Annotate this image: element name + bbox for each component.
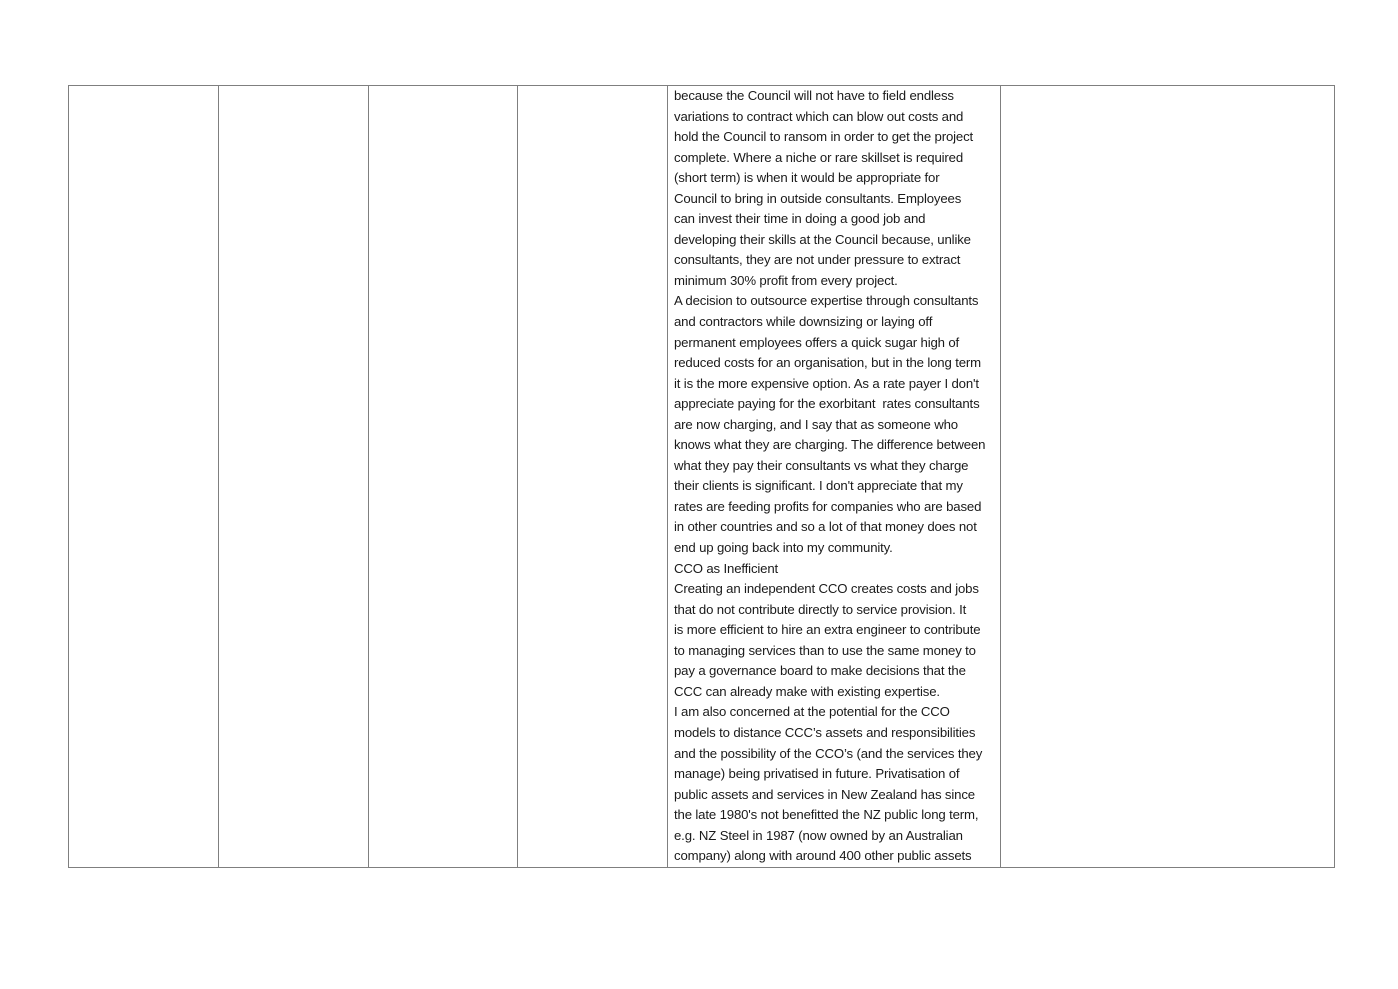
comment-line: Council to bring in outside consultants. Employees <box>674 190 962 206</box>
comment-line: their clients is significant. I don't appreciate that my <box>674 478 963 494</box>
comment-line: CCO as Inefficient <box>674 560 779 576</box>
table-row <box>69 86 1335 868</box>
comment-line: that do not contribute directly to service provision. It <box>674 601 967 617</box>
comment-line: the late 1980's not benefitted the NZ public long term, <box>674 807 979 823</box>
comment-line: CCC can already make with existing expertise. <box>674 683 940 699</box>
comment-line: in other countries and so a lot of that money does not <box>674 519 977 535</box>
comment-line: minimum 30% profit from every project. <box>674 272 898 288</box>
comment-line: complete. Where a niche or rare skillset is required <box>674 149 964 165</box>
table-cell-comment <box>668 86 1001 868</box>
table-cell-2 <box>219 86 369 868</box>
comment-line: it is the more expensive option. As a rate payer I don't <box>674 375 979 391</box>
comment-line: developing their skills at the Council because, unlike <box>674 231 971 247</box>
comment-line: is more efficient to hire an extra engineer to contribute <box>674 622 981 638</box>
comment-line: (short term) is when it would be appropriate for <box>674 170 940 186</box>
comment-line: hold the Council to ransom in order to get the project <box>674 129 974 145</box>
comment-line: I am also concerned at the potential for the CCO <box>674 704 950 720</box>
comment-line: company) along with around 400 other public assets <box>674 848 972 864</box>
comment-line: models to distance CCC’s assets and responsibilities <box>674 724 976 740</box>
comment-text <box>674 86 996 867</box>
comment-line: because the Council will not have to field endless <box>674 88 954 103</box>
comment-line: knows what they are charging. The difference between <box>674 437 986 453</box>
comment-line: reduced costs for an organisation, but in the long term <box>674 355 981 371</box>
table-cell-6 <box>1001 86 1335 868</box>
comment-line: permanent employees offers a quick sugar high of <box>674 334 960 350</box>
comment-line: manage) being privatised in future. Privatisation of <box>674 766 960 782</box>
comment-line: rates are feeding profits for companies who are based <box>674 498 982 514</box>
comment-line: and the possibility of the CCO’s (and the services they <box>674 745 983 761</box>
table-cell-1 <box>69 86 219 868</box>
comment-line: consultants, they are not under pressure to extract <box>674 252 961 268</box>
comment-line: A decision to outsource expertise through consultants <box>674 293 979 309</box>
comment-line: can invest their time in doing a good job and <box>674 211 926 227</box>
comment-line: appreciate paying for the exorbitant rates consultants <box>674 396 980 412</box>
comment-line: to managing services than to use the same money to <box>674 642 976 658</box>
comment-line: Creating an independent CCO creates costs and jobs <box>674 581 979 597</box>
comment-line: pay a governance board to make decisions that the <box>674 663 966 679</box>
table-cell-3 <box>369 86 518 868</box>
table-cell-4 <box>518 86 668 868</box>
comment-line: end up going back into my community. <box>674 540 893 556</box>
comment-line: what they pay their consultants vs what they charge <box>674 457 969 473</box>
comment-line: and contractors while downsizing or laying off <box>674 314 933 330</box>
comment-line: public assets and services in New Zealand has since <box>674 786 975 802</box>
submission-table <box>68 85 1335 868</box>
comment-line: are now charging, and I say that as someone who <box>674 416 958 432</box>
comment-line: e.g. NZ Steel in 1987 (now owned by an Australian <box>674 827 963 843</box>
comment-line: variations to contract which can blow out costs and <box>674 108 964 124</box>
